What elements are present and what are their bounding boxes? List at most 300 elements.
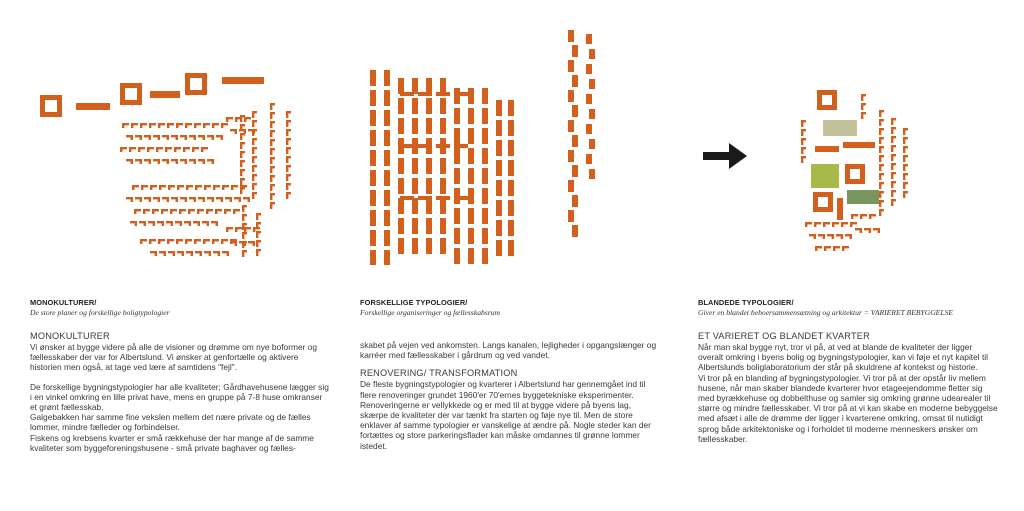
house <box>159 185 161 190</box>
slab-block <box>496 200 502 216</box>
paragraph: Galgebakken har samme fine vekslen mellem det nære private og de fælles lommer, mindre fælleder og forbindelser. <box>30 412 311 433</box>
house <box>221 135 223 140</box>
paragraph: Fiskens og krebsens kvarter er små rækkehuse der har mange af de samme kvaliteter som byggeforeningshusene - små private baghaver og fælles- <box>30 432 314 453</box>
house <box>161 209 163 214</box>
canal-block <box>589 49 595 59</box>
house <box>176 239 178 244</box>
house <box>185 197 187 202</box>
house <box>204 185 206 190</box>
section-heading: MONOKULTURER/ <box>30 298 97 307</box>
house <box>270 103 275 105</box>
house <box>138 147 140 152</box>
house <box>903 146 908 148</box>
slab-block <box>468 168 474 184</box>
house <box>240 142 245 144</box>
house <box>156 147 158 152</box>
slab-block <box>412 118 418 134</box>
slab-block <box>440 78 446 94</box>
house <box>286 147 291 149</box>
house <box>850 222 852 227</box>
slab-block <box>496 120 502 136</box>
house <box>256 249 261 251</box>
canal-block <box>568 30 574 42</box>
canal-block <box>568 60 574 72</box>
slab-block <box>454 168 460 184</box>
house <box>256 240 261 242</box>
house <box>158 197 160 202</box>
slab-block <box>496 220 502 236</box>
house <box>194 135 196 140</box>
house <box>240 185 242 190</box>
house <box>242 205 247 207</box>
house <box>140 159 142 164</box>
slab-block <box>384 190 390 206</box>
canal-block <box>568 150 574 162</box>
canal-row-plan <box>560 30 620 250</box>
slab-block <box>370 230 376 246</box>
slab-block <box>398 158 404 174</box>
slab-block <box>384 70 390 86</box>
slab-block <box>440 178 446 194</box>
section-subheading: De store planer og forskellige boligtypologier <box>30 308 170 317</box>
house <box>131 197 133 202</box>
slab-block <box>440 98 446 114</box>
house <box>235 241 237 246</box>
row-house <box>454 196 468 200</box>
house <box>903 191 908 193</box>
house <box>878 228 880 233</box>
slab-block <box>468 88 474 104</box>
paragraph: skabet på vejen ved ankomsten. Langs kanalen, lejligheder i opgangslænger og karréer med fællesskaber i gårdrum og ved vandet. <box>360 340 657 361</box>
house <box>286 120 291 122</box>
slab-block <box>508 220 514 236</box>
house <box>252 111 257 113</box>
house <box>150 185 152 190</box>
house <box>879 146 884 148</box>
canal-block <box>572 105 578 117</box>
slab-block <box>384 250 390 265</box>
slab-block <box>482 88 488 104</box>
slab-block <box>468 108 474 124</box>
house <box>226 227 228 232</box>
house <box>222 185 224 190</box>
house <box>903 164 908 166</box>
square-block <box>120 83 142 105</box>
paragraph: Renoveringerne er vellykkede og er med til at bygge videre på byens lag, skærpe de kvaliteter der var tænkt fra starten og føje nye til. Men de store enklaver af samme typologier er vanskelige at ændre på. Nogle steder kan der fortættes og store parkeringsflader kan måske omdannes til grønne lommer istedet. <box>360 399 651 451</box>
slab-block <box>426 78 432 94</box>
column-monocultures <box>30 298 330 453</box>
house <box>801 138 806 140</box>
house <box>203 135 205 140</box>
house <box>143 209 145 214</box>
house <box>814 222 816 227</box>
slab-block <box>454 148 460 164</box>
slab-block <box>384 110 390 126</box>
house <box>861 103 866 105</box>
house <box>286 111 291 113</box>
house <box>823 222 825 227</box>
house <box>167 123 169 128</box>
slab-block <box>482 168 488 184</box>
slab-block <box>454 248 460 264</box>
row-house <box>400 92 414 96</box>
house <box>286 192 291 194</box>
house <box>135 221 137 226</box>
house <box>235 129 237 134</box>
house <box>879 119 884 121</box>
section-title: MONOKULTURER <box>30 331 110 341</box>
house <box>879 182 884 184</box>
paragraph: Vi tror på en blanding af bygningstypologier. Vi tror på at der opstår liv mellem husene, når man skaber blandede kvarterer hvor etageejendomme fletter sig med byrækkehuse og dobbelthuse og samler sig omkring grønne udearealer til større og mindre fællesskaber. Vi tror på at vi kan skabe en moderne bebyggelse med afsæt i alle de drømme der ligger i kvarterene omkring, omsat til nutidigt sprog både arkitektoniske og i forholdet til moderne menneskers ønsker om fællesskaber. <box>698 372 998 444</box>
slab-block <box>370 130 376 146</box>
house <box>286 156 291 158</box>
house <box>860 228 862 233</box>
house <box>158 123 160 128</box>
house <box>903 173 908 175</box>
slab-block <box>454 208 460 224</box>
slab-block <box>426 98 432 114</box>
house <box>832 222 834 227</box>
typologies-site-plan <box>360 40 520 265</box>
house <box>188 209 190 214</box>
house <box>186 185 188 190</box>
house <box>231 185 233 190</box>
section-heading: FORSKELLIGE TYPOLOGIER/ <box>360 298 468 307</box>
house <box>861 112 866 114</box>
slab-block <box>412 78 418 94</box>
house <box>171 221 173 226</box>
canal-block <box>586 124 592 134</box>
house <box>240 178 245 180</box>
house <box>131 159 133 164</box>
house <box>212 197 214 202</box>
house <box>286 174 291 176</box>
house <box>239 197 241 202</box>
house <box>891 172 896 174</box>
house <box>203 239 205 244</box>
house <box>144 221 146 226</box>
slab-block <box>398 118 404 134</box>
house <box>851 214 853 219</box>
house <box>153 221 155 226</box>
canal-block <box>589 79 595 89</box>
house <box>252 156 257 158</box>
paragraph: De forskellige bygningstypologier har alle kvaliteter; Gårdhavehusene lægger sig i en vinkel omkring en lille privat have, mens en gruppe på 7-8 huse omkranser et grønt fællesskab. <box>30 381 329 413</box>
house <box>270 166 275 168</box>
slab-block <box>384 210 390 226</box>
house <box>879 155 884 157</box>
canal-block <box>572 75 578 87</box>
canal-block <box>586 154 592 164</box>
canal-block <box>572 225 578 237</box>
house <box>167 239 169 244</box>
house <box>248 197 250 202</box>
house <box>270 112 275 114</box>
house <box>256 213 261 215</box>
slab-block <box>412 218 418 234</box>
house <box>185 159 187 164</box>
house <box>879 191 884 193</box>
house <box>179 209 181 214</box>
house <box>131 123 133 128</box>
house <box>850 234 852 239</box>
house <box>180 221 182 226</box>
slab-block <box>426 198 432 214</box>
house <box>270 139 275 141</box>
slab-block <box>370 210 376 226</box>
house <box>140 135 142 140</box>
house <box>120 147 122 152</box>
house <box>903 137 908 139</box>
house <box>167 135 169 140</box>
mixed-site-plan <box>795 80 920 260</box>
house <box>240 133 245 135</box>
house <box>129 147 131 152</box>
house <box>270 121 275 123</box>
green-courtyard <box>811 164 839 188</box>
house <box>824 246 826 251</box>
canal-block <box>572 165 578 177</box>
slab-block <box>468 148 474 164</box>
slab-block <box>412 198 418 214</box>
house <box>253 241 255 246</box>
row-house <box>436 144 450 148</box>
row-house <box>400 196 414 200</box>
house <box>134 209 136 214</box>
house <box>177 185 179 190</box>
house <box>903 155 908 157</box>
house <box>891 181 896 183</box>
house <box>192 147 194 152</box>
slab-block <box>370 110 376 126</box>
slab-block <box>384 130 390 146</box>
slab-block <box>440 198 446 214</box>
house <box>270 130 275 132</box>
house <box>242 232 247 234</box>
slab-block <box>482 208 488 224</box>
slab-block <box>496 180 502 196</box>
house <box>869 214 871 219</box>
slab-block <box>412 238 418 254</box>
arrow-right-icon <box>703 142 749 170</box>
house <box>141 185 143 190</box>
section-heading: BLANDEDE TYPOLOGIER/ <box>698 298 794 307</box>
canal-block <box>572 45 578 57</box>
slab-block <box>426 178 432 194</box>
house <box>198 221 200 226</box>
house <box>891 190 896 192</box>
row-house <box>436 92 450 96</box>
slab-block <box>508 140 514 156</box>
house <box>879 209 884 211</box>
house <box>240 115 245 117</box>
house <box>203 197 205 202</box>
house <box>221 123 223 128</box>
house <box>253 227 255 232</box>
house <box>252 183 257 185</box>
house <box>240 151 245 153</box>
slab-block <box>454 228 460 244</box>
house <box>841 222 843 227</box>
house <box>270 193 275 195</box>
house <box>235 227 237 232</box>
house <box>240 169 245 171</box>
house <box>226 117 228 122</box>
house <box>252 165 257 167</box>
house <box>833 246 835 251</box>
slab-block <box>482 228 488 244</box>
row-house <box>418 144 432 148</box>
slab-block <box>370 250 376 265</box>
house <box>832 234 834 239</box>
slab-block <box>508 200 514 216</box>
slab-block <box>398 198 404 214</box>
monoculture-site-plan <box>30 55 300 270</box>
house <box>242 223 247 225</box>
slab-block <box>426 238 432 254</box>
house <box>879 164 884 166</box>
house <box>256 231 261 233</box>
paragraph: Vi ønsker at bygge videre på alle de visioner og drømme om nye boformer og fællesskaber der var for Albertslund. Vi ønsker at genfortælle og aktivere historien men også, at tage ved lære af samtidens "fejl". <box>30 342 318 373</box>
house <box>197 209 199 214</box>
house <box>224 209 226 214</box>
house <box>860 214 862 219</box>
slab-block <box>468 128 474 144</box>
canal-block <box>572 195 578 207</box>
house <box>122 123 124 128</box>
slab-block <box>482 188 488 204</box>
square-block <box>185 73 207 95</box>
slab-block <box>426 118 432 134</box>
house <box>167 197 169 202</box>
canal-block <box>572 135 578 147</box>
house <box>814 234 816 239</box>
house <box>216 221 218 226</box>
row-house <box>418 196 432 200</box>
house <box>189 221 191 226</box>
square-block <box>845 164 865 184</box>
row-house <box>454 92 468 96</box>
house <box>149 135 151 140</box>
house <box>891 136 896 138</box>
house <box>212 159 214 164</box>
slab-block <box>384 150 390 166</box>
house <box>230 197 232 202</box>
slab-block <box>496 100 502 116</box>
house <box>244 117 246 122</box>
house <box>252 174 257 176</box>
house <box>194 123 196 128</box>
house <box>801 156 806 158</box>
green-courtyard <box>823 120 857 136</box>
house <box>200 251 202 256</box>
slab-block <box>468 208 474 224</box>
house <box>183 147 185 152</box>
house <box>233 209 235 214</box>
house <box>152 209 154 214</box>
slab-block <box>426 218 432 234</box>
house <box>252 138 257 140</box>
house <box>252 120 257 122</box>
slab-block <box>482 128 488 144</box>
section-subheading: Giver en blandet beboersammensætning og arkitektur = VARIERET BEBYGGELSE <box>698 308 953 317</box>
house <box>270 202 275 204</box>
house <box>203 159 205 164</box>
house <box>167 159 169 164</box>
house <box>215 209 217 214</box>
slab-block <box>370 70 376 86</box>
house <box>841 234 843 239</box>
slab-block <box>398 78 404 94</box>
house <box>185 239 187 244</box>
house <box>191 251 193 256</box>
house <box>176 197 178 202</box>
slab-block <box>496 140 502 156</box>
house <box>185 135 187 140</box>
house <box>131 135 133 140</box>
canal-block <box>589 139 595 149</box>
house <box>869 228 871 233</box>
slab-block <box>440 218 446 234</box>
house <box>286 165 291 167</box>
house <box>162 221 164 226</box>
house <box>194 239 196 244</box>
house <box>815 246 817 251</box>
house <box>176 123 178 128</box>
house <box>195 185 197 190</box>
canal-block <box>589 109 595 119</box>
slab-block <box>370 150 376 166</box>
house <box>242 250 247 252</box>
house <box>879 200 884 202</box>
house <box>155 251 157 256</box>
house <box>270 148 275 150</box>
house <box>158 159 160 164</box>
house <box>286 183 291 185</box>
slab-block <box>398 238 404 254</box>
house <box>158 239 160 244</box>
house <box>227 251 229 256</box>
slab-block <box>440 158 446 174</box>
house <box>185 123 187 128</box>
house <box>176 159 178 164</box>
green-courtyard <box>847 190 879 204</box>
slab-block <box>398 98 404 114</box>
house <box>879 137 884 139</box>
house <box>270 157 275 159</box>
house <box>164 251 166 256</box>
house <box>801 129 806 131</box>
house <box>286 129 291 131</box>
house <box>212 239 214 244</box>
column-typologies <box>360 298 660 451</box>
slab-block <box>508 120 514 136</box>
canal-block <box>568 120 574 132</box>
house <box>879 173 884 175</box>
house <box>168 185 170 190</box>
house <box>140 239 142 244</box>
house <box>212 135 214 140</box>
slab-block <box>76 103 110 110</box>
slab-block <box>508 160 514 176</box>
square-block <box>817 90 837 110</box>
house <box>182 251 184 256</box>
slab-block <box>496 240 502 256</box>
house <box>206 209 208 214</box>
house <box>140 197 142 202</box>
house <box>165 147 167 152</box>
house <box>801 147 806 149</box>
